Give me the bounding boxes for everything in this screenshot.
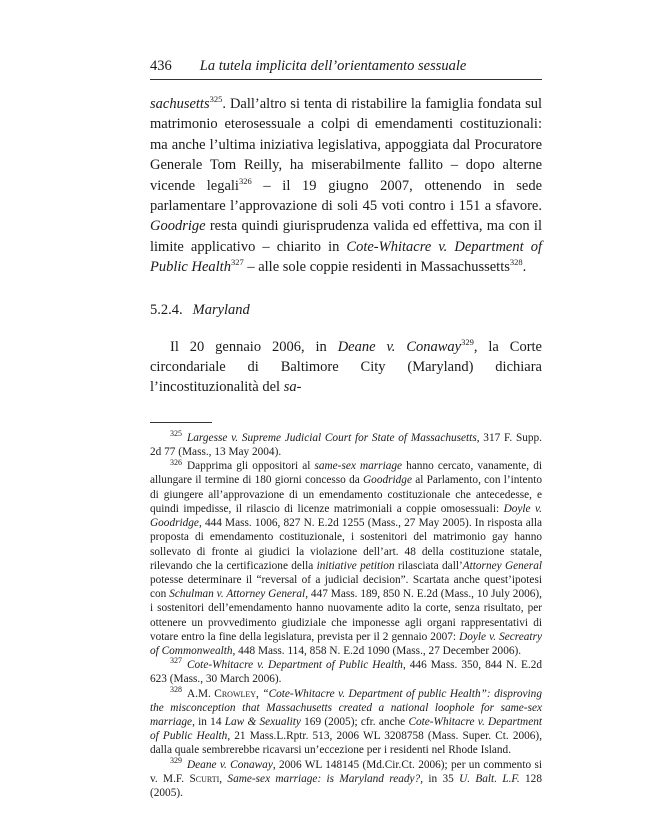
text-span: sa- bbox=[283, 379, 302, 396]
text-span: , 2006 WL 148145 (Md.Cir.Ct. 2006); per un commento si v. M.F. bbox=[150, 758, 542, 785]
text-span: , in 35 bbox=[420, 772, 460, 785]
footnote-325 bbox=[150, 431, 542, 459]
text-span: , bbox=[219, 772, 228, 785]
text-span: , 447 Mass. 189, 850 N. E.2d (Mass., 10 July 2006), i sostenitori dell’emendamento hanno nuovamente adito la corte, senza risultato, per ottenere un provvedimento giudiziale che imponesse agli organi rappresentativi di votare entro la fine della legislatura, prevista per il 2 gennaio 2007: bbox=[150, 588, 542, 643]
text-span: 128 (2005). bbox=[150, 772, 542, 799]
page-number: 436 bbox=[150, 58, 172, 74]
main-text-section bbox=[150, 337, 542, 398]
section-heading bbox=[150, 300, 542, 320]
text-span: Cote-Whitacre v. Department of Public Health bbox=[150, 238, 542, 276]
footnotes bbox=[150, 431, 542, 800]
text-span: Schulman v. Attorney General bbox=[169, 588, 306, 601]
text-span: Attorney General bbox=[462, 559, 542, 572]
text-span: Goodrige bbox=[150, 218, 206, 235]
footnote-326 bbox=[150, 459, 542, 658]
footnote-number: 327 bbox=[170, 656, 182, 666]
text-span: resta quindi giurisprudenza valida ed effettiva, ma con il limite applicativo – chiarito in bbox=[150, 218, 542, 255]
text-span: Il 20 gennaio 2006, in bbox=[170, 338, 338, 355]
footnote-ref-326[interactable]: 326 bbox=[238, 175, 252, 186]
text-span: al Parlamento, con l’intento di giungere all’approvazione di un emendamento costituzionale che antecedesse, e quindi impedisse, il rilascio di licenze matrimoniali a coppie omosessuali: bbox=[150, 474, 543, 515]
text-span: 169 (2005); cfr. anche bbox=[300, 715, 409, 728]
text-span: Deane v. Conaway bbox=[337, 338, 462, 355]
footnote-number: 329 bbox=[170, 755, 182, 765]
footnote-ref-328[interactable]: 328 bbox=[509, 257, 523, 268]
text-span: Largesse v. Supreme Judicial Court for State of Massachusetts bbox=[187, 431, 477, 444]
text-span: initiative petition bbox=[316, 559, 395, 572]
text-span: , 446 Mass. 350, 844 N. E.2d 623 (Mass., 30 March 2006). bbox=[150, 659, 542, 686]
text-span: . Dall’altro si tenta di ristabilire la famiglia fondata sul matrimonio eterosessuale a colpi di emendamenti costituzionali: ma anche l’ultima iniziativa legislativa, appoggiata dal Procuratore Generale Tom Reilly, ha miserabilmente fallito – dopo alterne vicende legali bbox=[150, 96, 542, 194]
text-span: Goodridge bbox=[363, 474, 412, 487]
text-span: . bbox=[522, 259, 527, 276]
text-span: , 317 F. Supp. 2d 77 (Mass., 13 May 2004). bbox=[150, 431, 542, 459]
text-span: , bbox=[256, 687, 263, 700]
text-span: , la Corte circondariale di Baltimore City (Maryland) dichiara l’incostituzionalità del bbox=[150, 338, 542, 396]
text-span: U. Balt. L.F. bbox=[459, 772, 520, 785]
footnote-number: 326 bbox=[170, 457, 182, 467]
footnote-327 bbox=[150, 658, 542, 686]
author-name: Crowley bbox=[214, 687, 257, 700]
text-span: , 21 Mass.L.Rptr. 513, 2006 WL 3208758 (Mass. Super. Ct. 2006), dalla quale sembrerebbe ricavarsi un’eccezione per i residenti nel Rhode Island. bbox=[150, 730, 543, 757]
text-span: “Cote-Whitacre v. Department of public Health”: disproving the misconception that Massachusetts created a national loophole for same-sex marriage bbox=[150, 687, 542, 728]
text-span: A.M. bbox=[187, 687, 215, 700]
text-span: same-sex marriage bbox=[314, 460, 403, 473]
text-span: Dapprima gli oppositori al bbox=[187, 460, 315, 473]
text-span: Deane v. Conaway bbox=[187, 758, 273, 771]
text-span: , in 14 bbox=[192, 715, 225, 728]
text-span: , 444 Mass. 1006, 827 N. E.2d 1255 (Mass., 27 May 2005). In risposta alla proposta di emendamento costituzionale, i sostenitori del matrimonio gay hanno sollevato di fronte ai giudici la violazione dell’art. 48 della costituzione statale, rilevando che la certificazione della bbox=[150, 517, 542, 572]
text-span: Doyle v. Goodridge bbox=[150, 502, 542, 530]
text-span: Cote-Whitacre v. Department of Public Health bbox=[150, 715, 543, 743]
running-title: La tutela implicita dell’orientamento sessuale bbox=[199, 58, 467, 74]
section-title: Maryland bbox=[192, 301, 250, 318]
text-span: sachusetts bbox=[150, 96, 210, 112]
footnote-ref-327[interactable]: 327 bbox=[230, 257, 244, 268]
text-span: Cote-Whitacre v. Department of Public Health bbox=[187, 659, 403, 672]
footnote-328 bbox=[150, 684, 543, 758]
author-name: Scurti bbox=[189, 772, 220, 785]
text-span: – il 19 giugno 2007, ottenendo in sede parlamentare l’approvazione di soli 45 voti contro i 151 a sfavore. bbox=[150, 177, 542, 215]
text-span: rilasciata dall’ bbox=[394, 559, 463, 572]
paragraph-continuation bbox=[150, 94, 542, 278]
text-span: Law & Sexuality bbox=[224, 715, 301, 728]
footnote-ref-329[interactable]: 329 bbox=[461, 336, 474, 347]
footnote-number: 328 bbox=[170, 684, 182, 694]
footnote-329 bbox=[150, 755, 542, 801]
text-span: – alle sole coppie residenti in Massachussetts bbox=[243, 259, 510, 276]
text-span: Doyle v. Secreatry of Commonwealth bbox=[150, 630, 542, 657]
footnote-ref-325[interactable]: 325 bbox=[209, 94, 223, 105]
footnote-separator bbox=[150, 422, 212, 423]
book-page bbox=[150, 56, 542, 800]
running-header bbox=[150, 56, 542, 80]
paragraph bbox=[150, 337, 542, 398]
section-number: 5.2.4. bbox=[150, 301, 183, 318]
text-span: hanno cercato, vanamente, di allungare il termine di 180 giorni concesso da bbox=[150, 460, 543, 487]
footnote-number: 325 bbox=[170, 429, 182, 439]
main-text bbox=[150, 94, 542, 278]
text-span: Same-sex marriage: is Maryland ready? bbox=[227, 772, 421, 785]
text-span: , 448 Mass. 114, 858 N. E.2d 1090 (Mass., 27 December 2006). bbox=[232, 644, 522, 657]
text-span: potesse determinare il “reversal of a judicial decision”. Scartata anche quest’ipotesi con bbox=[150, 573, 542, 601]
